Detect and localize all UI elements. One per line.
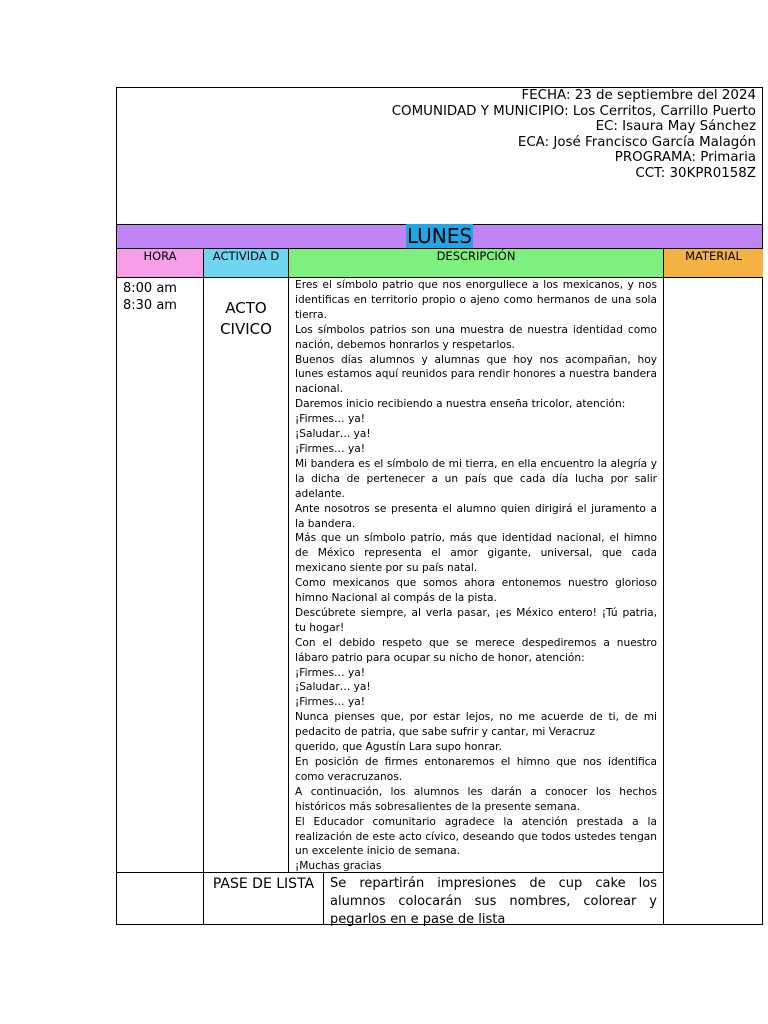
day-banner bbox=[117, 224, 762, 249]
pase-de-lista-label: PASE DE LISTA bbox=[212, 876, 315, 892]
descripcion-paragraph: Buenos días alumnos y alumnas que hoy nos acompañan, hoy lunes estamos aquí reunidos para rendir honores a nuestra bandera nacional. bbox=[295, 353, 657, 396]
eca-line: ECA: José Francisco García Malagón bbox=[517, 134, 756, 150]
descripcion-paragraph: Daremos inicio recibiendo a nuestra enseña tricolor, atención: bbox=[295, 398, 626, 411]
material-cell bbox=[664, 278, 763, 925]
programa-line: PROGRAMA: Primaria bbox=[614, 150, 756, 166]
descripcion-paragraph: Más que un símbolo patrio, más que identidad nacional, el himno de México representa el amor gigante, universal, que cada mexicano siente por su país natal. bbox=[295, 532, 657, 575]
comunidad-line: COMUNIDAD Y MUNICIPIO: Los Cerritos, Carrillo Puerto bbox=[391, 103, 756, 119]
hora-end: 8:30 am bbox=[123, 298, 177, 313]
actividad-cell bbox=[204, 278, 289, 873]
fecha-line: FECHA: 23 de septiembre del 2024 bbox=[521, 88, 756, 103]
descripcion-text bbox=[289, 278, 663, 874]
pase-actividad-cell bbox=[204, 873, 324, 925]
document-header bbox=[117, 88, 762, 224]
day-title: LUNES bbox=[406, 224, 473, 248]
descripcion-paragraph: El Educador comunitario agradece la atención prestada a la realización de este acto cívico, deseando que todos ustedes tengan un excelente inicio de semana. bbox=[295, 815, 657, 858]
descripcion-paragraph: ¡Saludar… ya! bbox=[295, 428, 371, 441]
descripcion-paragraph: Los símbolos patrios son una muestra de nuestra identidad como nación, debemos honrarlos y respetarlos. bbox=[295, 323, 657, 351]
descripcion-paragraph: ¡Firmes… ya! bbox=[295, 442, 366, 455]
descripcion-paragraph: ¡Firmes… ya! bbox=[295, 666, 366, 679]
descripcion-paragraph: Descúbrete siempre, al verla pasar, ¡es México entero! ¡Tú patria, tu hogar! bbox=[295, 606, 657, 634]
descripcion-paragraph: A continuación, los alumnos les darán a conocer los hechos históricos más sobresalientes de la presente semana. bbox=[295, 785, 657, 813]
column-header-material: MATERIAL bbox=[664, 249, 763, 278]
descripcion-paragraph: Eres el símbolo patrio que nos enorgullece a los mexicanos, y nos identificas en territorio propio o ajeno como hermanos de una sola tierra. bbox=[295, 279, 657, 321]
descripcion-paragraph: En posición de firmes entonaremos el himno que nos identifica como veracruzanos. bbox=[295, 756, 657, 783]
descripcion-paragraph: Mi bandera es el símbolo de mi tierra, en ella encuentro la alegría y la dicha de pertenecer a un país que cada día lucha por salir adelante. bbox=[295, 457, 657, 500]
descripcion-paragraph: querido, que Agustín Lara supo honrar. bbox=[295, 741, 502, 754]
hora-start: 8:00 am bbox=[123, 281, 177, 296]
descripcion-paragraph: Nunca pienses que, por estar lejos, no me acuerde de ti, de mi pedacito de patria, que sabe sufrir y cantar, mi Veracruz bbox=[295, 711, 657, 739]
pase-hora-cell bbox=[117, 873, 204, 925]
descripcion-paragraph: ¡Firmes… ya! bbox=[295, 413, 366, 426]
descripcion-paragraph: ¡Saludar… ya! bbox=[295, 681, 371, 694]
descripcion-paragraph: Con el debido respeto que se merece despediremos a nuestro lábaro patrio para ocupar su nicho de honor, atención: bbox=[295, 636, 657, 664]
pase-descripcion-cell bbox=[324, 873, 664, 925]
ec-line: EC: Isaura May Sánchez bbox=[595, 119, 756, 135]
column-header-descripcion: DESCRIPCIÓN bbox=[289, 249, 664, 278]
descripcion-cell bbox=[289, 278, 664, 873]
actividad-label: ACTO CIVICO bbox=[220, 299, 272, 338]
cct-line: CCT: 30KPR0158Z bbox=[635, 165, 756, 181]
pase-de-lista-text: Se repartirán impresiones de cup cake los alumnos colocarán sus nombres, colorear y pegarlos en e pase de lista bbox=[330, 876, 657, 927]
descripcion-paragraph: ¡Firmes… ya! bbox=[295, 696, 366, 709]
column-header-actividad: ACTIVIDA D bbox=[204, 249, 289, 278]
hora-cell bbox=[117, 278, 204, 873]
descripcion-paragraph: Ante nosotros se presenta el alumno quien dirigirá el juramento a la bandera. bbox=[295, 502, 657, 530]
planning-document bbox=[116, 87, 763, 925]
descripcion-paragraph: ¡Muchas gracias bbox=[295, 860, 382, 873]
descripcion-paragraph: Como mexicanos que somos ahora entonemos nuestro glorioso himno Nacional al compás de la pista. bbox=[295, 577, 657, 605]
column-header-hora: HORA bbox=[117, 249, 204, 278]
